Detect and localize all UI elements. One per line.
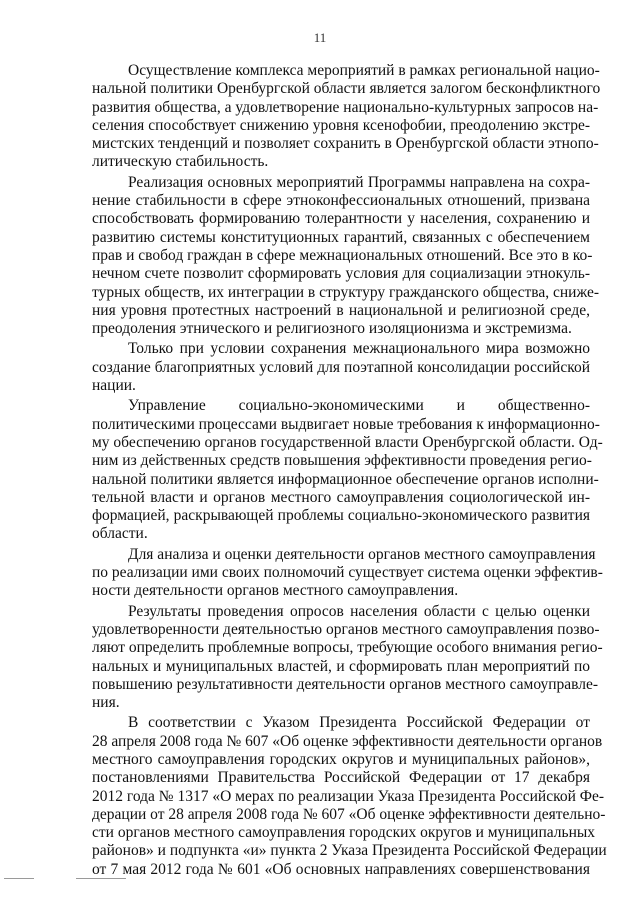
paragraph — [92, 173, 599, 339]
text-line: селения способствует снижению уровня ксенофобии, преодолению экстре- — [92, 116, 590, 134]
text-line: местного самоуправления городских округов и муниципальных районов», — [92, 750, 590, 768]
text-line: Только при условии сохранения межнационального мира возможно — [128, 340, 590, 358]
text-line: постановлениями Правительства Российской Федерации от 17 декабря — [92, 769, 590, 787]
text-line: развития общества, а удовлетворение национально-культурных запросов на- — [92, 98, 599, 116]
scan-artifact-marks — [4, 878, 144, 884]
text-line: способствовать формированию толерантности у населения, сохранению и — [92, 210, 590, 228]
text-line: турных обществ, их интеграции в структуру гражданского общества, сниже- — [92, 283, 599, 301]
text-line: Для анализа и оценки деятельности органов местного самоуправления — [128, 545, 596, 563]
paragraph — [92, 602, 603, 713]
document-body — [92, 62, 607, 881]
page-number: 11 — [313, 30, 327, 45]
text-line: 28 апреля 2008 года № 607 «Об оценке эффективности деятельности органов — [92, 732, 603, 750]
text-line: повышению результативности деятельности органов местного самоуправле- — [92, 675, 599, 693]
text-line: ляют определить проблемные вопросы, требующие особого внимания регио- — [92, 639, 603, 657]
paragraph — [92, 397, 603, 543]
text-line: В соответствии с Указом Президента Российской Федерации от — [128, 714, 590, 732]
text-line: ния. — [92, 694, 120, 712]
text-line: нальных и муниципальных властей, и сформировать план мероприятий по — [92, 657, 590, 675]
scan-mark-left — [4, 878, 34, 879]
text-line: нальной политики Оренбургской области является залогом бесконфликтного — [92, 80, 601, 98]
text-line: сти органов местного самоуправления городских округов и муниципальных — [92, 824, 596, 842]
text-line: ним из действенных средств повышения эффективности проведения регио- — [92, 452, 592, 470]
text-line: литическую стабильность. — [92, 153, 269, 171]
text-line: дерации от 28 апреля 2008 года № 607 «Об оценке эффективности деятельно- — [92, 805, 606, 823]
text-line: Осуществление комплекса мероприятий в рамках региональной нацио- — [128, 62, 600, 79]
text-line: политическими процессами выдвигает новые требования к информационно- — [92, 415, 600, 433]
text-line: Результаты проведения опросов населения области с целью оценки — [128, 602, 590, 620]
scan-mark-right — [76, 878, 126, 879]
text-line: по реализации ими своих полномочий существует система оценки эффектив- — [92, 564, 603, 582]
text-line: ния уровня протестных настроений в национальной и религиозной среде, — [92, 301, 590, 319]
text-line: нальной политики является информационное обеспечение органов исполни- — [92, 470, 599, 488]
text-line: нение стабильности в сфере этноконфессиональных отношений, призвана — [92, 192, 590, 210]
text-line: му обеспечению органов государственной власти Оренбургской области. Од- — [92, 433, 603, 451]
text-line: удовлетворенности деятельностью органов местного самоуправления позво- — [92, 620, 600, 638]
text-line: нации. — [92, 377, 136, 395]
paragraph — [92, 62, 601, 172]
text-line: мистских тенденций и позволяет сохранить в Оренбургской области этнопо- — [92, 135, 599, 153]
text-line: тельной власти и органов местного самоуправления социологической ин- — [92, 488, 590, 506]
text-line: Реализация основных мероприятий Программы направлена на сохра- — [128, 173, 590, 191]
text-line: нечном счете позволит сформировать условия для социализации этнокуль- — [92, 265, 590, 283]
paragraph — [92, 340, 590, 395]
text-line: от 7 мая 2012 года № 601 «Об основных направлениях совершенствования — [92, 860, 590, 878]
text-line: создание благоприятных условий для поэтапной консолидации российской — [92, 358, 590, 376]
text-line: ности деятельности органов местного самоуправления. — [92, 582, 459, 600]
text-line: развитию системы конституционных гарантий, связанных с обеспечением — [92, 228, 590, 246]
paragraph — [92, 714, 607, 879]
text-line: Управление социально-экономическими и общественно- — [128, 397, 590, 415]
text-line: формацией, раскрывающей проблемы социально-экономического развития — [92, 507, 590, 525]
text-line: районов» и подпункта «и» пункта 2 Указа Президента Российской Федерации — [92, 842, 607, 860]
text-line: области. — [92, 525, 148, 543]
paragraph — [92, 545, 603, 601]
text-line: прав и свобод граждан в сфере межнациональных отношений. Все это в ко- — [92, 246, 593, 264]
text-line: 2012 года № 1317 «О мерах по реализации Указа Президента Российской Фе- — [92, 787, 605, 805]
text-line: преодоления этнического и религиозного изоляционизма и экстремизма. — [92, 320, 572, 338]
